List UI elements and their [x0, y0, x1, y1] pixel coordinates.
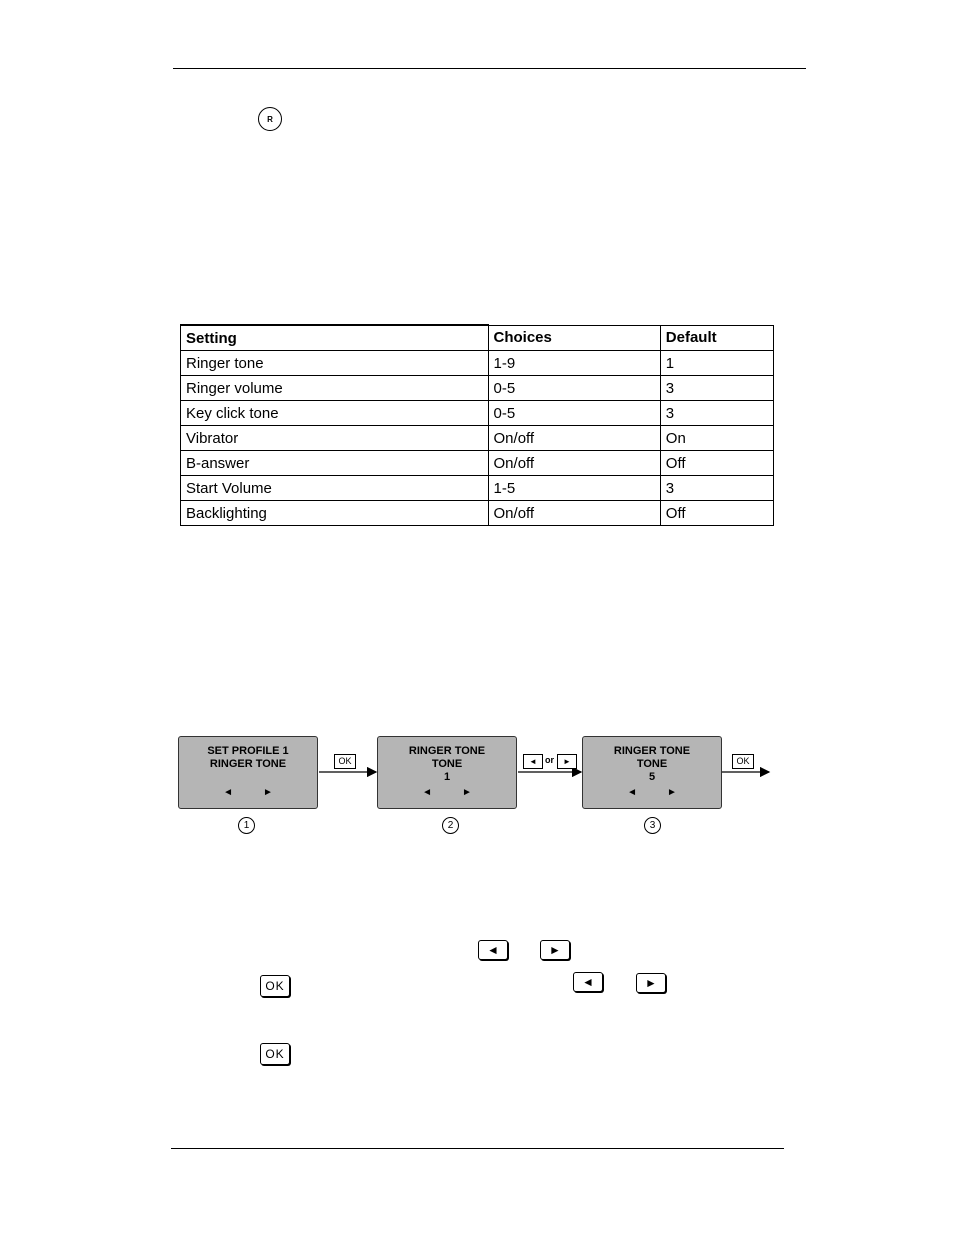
step-number-3: 3 [644, 817, 661, 834]
step-number-1: 1 [238, 817, 255, 834]
cell-default: Off [660, 451, 773, 476]
left-arrow-icon: ◄ [223, 787, 233, 798]
cell-setting: Vibrator [181, 426, 489, 451]
left-arrow-icon: ◄ [627, 787, 637, 798]
cell-setting: Ringer tone [181, 351, 489, 376]
ok-button-label: OK [732, 754, 754, 769]
lcd-line: 1 [443, 771, 451, 783]
cell-default: Off [660, 501, 773, 526]
lcd-line: TONE [431, 758, 463, 770]
ok-key-icon: OK [260, 975, 290, 997]
right-arrow-icon: ► [263, 787, 273, 798]
lcd-line: RINGER TONE [209, 758, 287, 770]
cell-setting: Key click tone [181, 401, 489, 426]
cell-setting: Ringer volume [181, 376, 489, 401]
cell-default: 3 [660, 376, 773, 401]
cell-default: 3 [660, 401, 773, 426]
r-key-icon: R [258, 107, 282, 131]
cell-default: 3 [660, 476, 773, 501]
right-arrow-key-icon: ► [636, 973, 666, 993]
cell-choices: On/off [488, 426, 660, 451]
or-label: or [545, 755, 554, 765]
cell-choices: On/off [488, 501, 660, 526]
cell-choices: 0-5 [488, 401, 660, 426]
cell-default: 1 [660, 351, 773, 376]
cell-choices: On/off [488, 451, 660, 476]
header-setting: Setting [181, 325, 489, 351]
lcd-line: RINGER TONE [408, 745, 486, 757]
ok-button-label: OK [334, 754, 356, 769]
right-arrow-icon: ► [667, 787, 677, 798]
right-arrow-key-icon: ► [540, 940, 570, 960]
cell-choices: 1-5 [488, 476, 660, 501]
left-arrow-key-icon: ◄ [478, 940, 508, 960]
cell-setting: B-answer [181, 451, 489, 476]
ok-key-icon: OK [260, 1043, 290, 1065]
header-default: Default [660, 325, 773, 351]
header-choices: Choices [488, 325, 660, 351]
lcd-line: 5 [648, 771, 656, 783]
lcd-line: TONE [636, 758, 668, 770]
step-number-2: 2 [442, 817, 459, 834]
left-arrow-key-icon: ◄ [573, 972, 603, 992]
cell-setting: Start Volume [181, 476, 489, 501]
lcd-line: SET PROFILE 1 [207, 745, 289, 757]
cell-setting: Backlighting [181, 501, 489, 526]
left-arrow-icon: ◄ [422, 787, 432, 798]
left-key-label: ◄ [523, 754, 543, 769]
cell-choices: 0-5 [488, 376, 660, 401]
cell-choices: 1-9 [488, 351, 660, 376]
cell-default: On [660, 426, 773, 451]
lcd-line: RINGER TONE [613, 745, 691, 757]
right-arrow-icon: ► [462, 787, 472, 798]
right-key-label: ► [557, 754, 577, 769]
